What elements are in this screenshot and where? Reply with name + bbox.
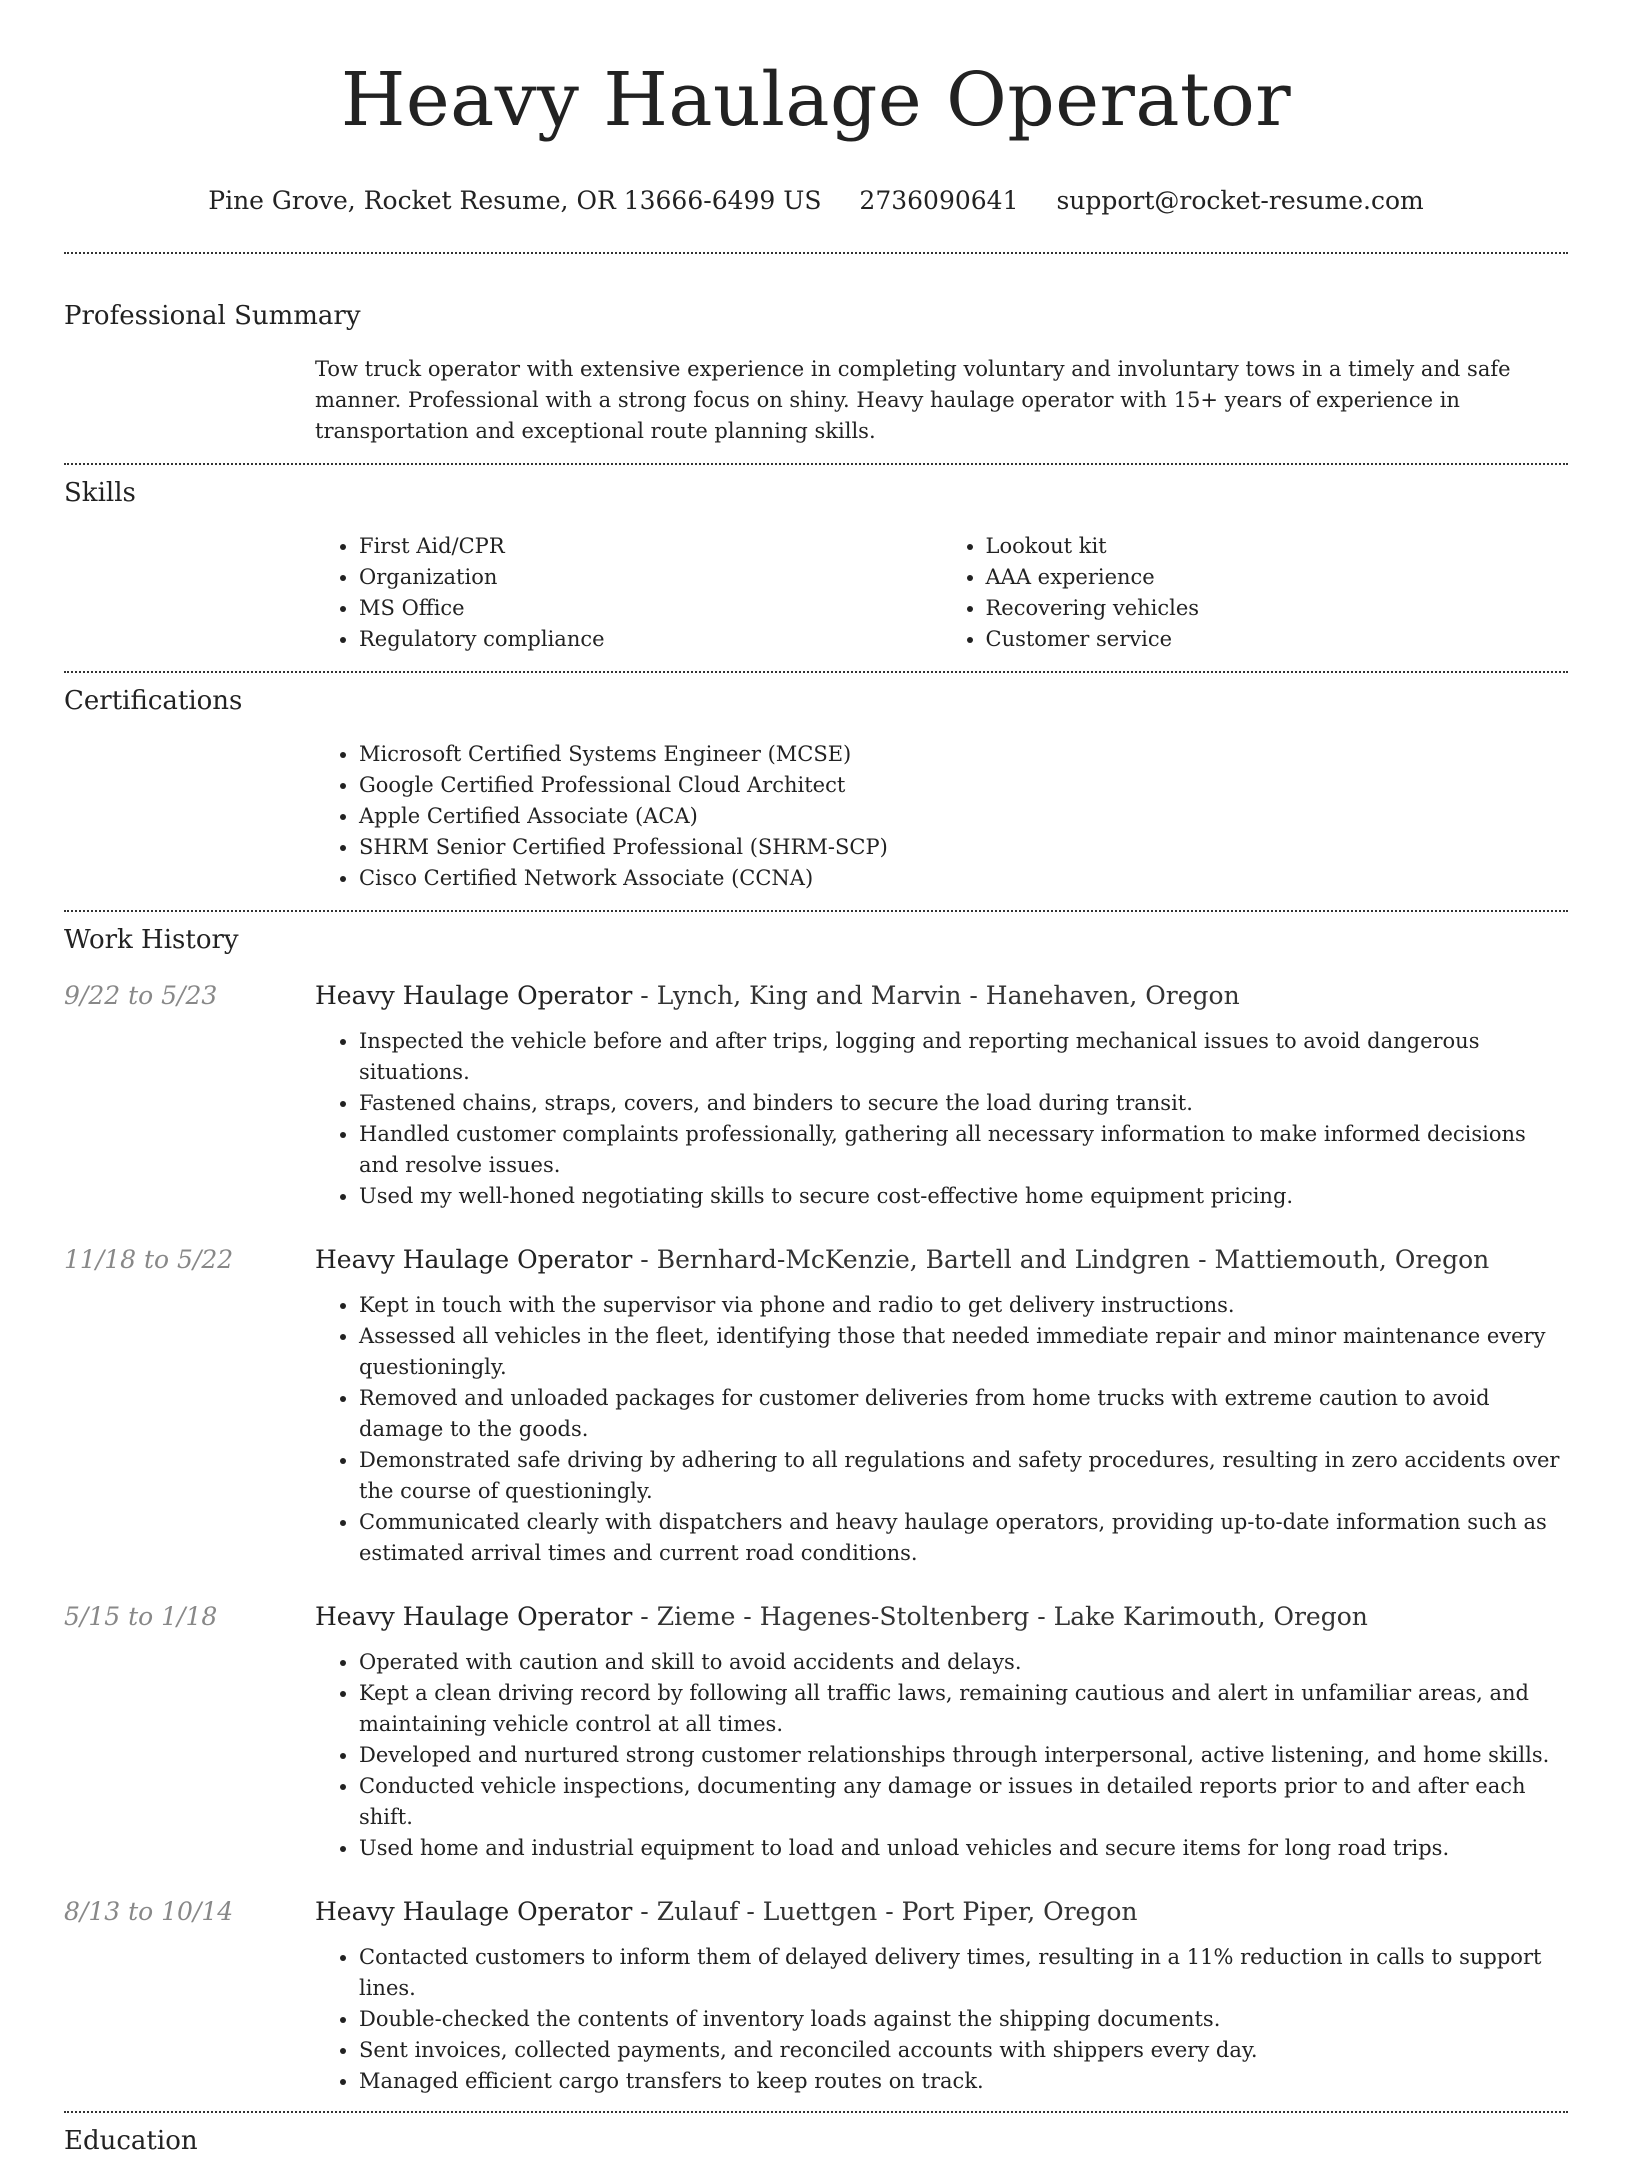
job-details <box>315 1894 1568 2097</box>
job-bullets <box>315 1942 1568 2097</box>
skill-item: • Customer service <box>986 624 1569 655</box>
section-title-work-history: Work History <box>64 925 239 955</box>
job-bullet: • Handled customer complaints professionally, gathering all necessary information to make informed decisions and resolve issues. <box>359 1119 1568 1181</box>
divider <box>64 463 1568 465</box>
section-title-certifications: Certifications <box>64 686 243 716</box>
section-title-summary: Professional Summary <box>64 301 361 331</box>
job-bullet: • Conducted vehicle inspections, documenting any damage or issues in detailed reports prior to and after each shift. <box>359 1771 1568 1833</box>
job-entry <box>64 1894 1568 2097</box>
job-bullet: • Kept in touch with the supervisor via phone and radio to get delivery instructions. <box>359 1290 1568 1321</box>
certification-item: • SHRM Senior Certified Professional (SHRM-SCP) <box>359 832 1568 863</box>
job-heading <box>315 1894 1568 1930</box>
skill-item: • Lookout kit <box>986 531 1569 562</box>
certifications-items <box>315 739 1568 894</box>
divider <box>64 252 1568 254</box>
job-bullet: • Contacted customers to inform them of delayed delivery times, resulting in a 11% reduction in calls to support lines. <box>359 1942 1568 2004</box>
job-title: Heavy Haulage Operator <box>315 981 633 1010</box>
section-title-skills: Skills <box>64 478 136 508</box>
job-entry <box>64 1599 1568 1864</box>
divider <box>64 671 1568 673</box>
contact-address: Pine Grove, Rocket Resume, OR 13666-6499 US <box>208 186 822 215</box>
job-bullet: • Double-checked the contents of inventory loads against the shipping documents. <box>359 2004 1568 2035</box>
certification-item: • Microsoft Certified Systems Engineer (MCSE) <box>359 739 1568 770</box>
job-employer-location: - Bernhard-McKenzie, Bartell and Lindgren - Mattiemouth, Oregon <box>632 1245 1490 1274</box>
certification-item: • Cisco Certified Network Associate (CCNA) <box>359 863 1568 894</box>
summary-text: Tow truck operator with extensive experience in completing voluntary and involuntary tows in a timely and safe manner. Professional with a strong focus on shiny. Heavy haulage operator with 15+ years of experience in transportation and exceptional route planning skills. <box>315 357 1511 443</box>
job-bullets <box>315 1026 1568 1212</box>
job-employer-location: - Zieme - Hagenes-Stoltenberg - Lake Karimouth, Oregon <box>632 1602 1368 1631</box>
job-title: Heavy Haulage Operator <box>315 1602 633 1631</box>
job-bullet: • Communicated clearly with dispatchers and heavy haulage operators, providing up-to-date information such as estimated arrival times and current road conditions. <box>359 1507 1568 1569</box>
resume-page <box>64 0 1568 2159</box>
job-heading <box>315 978 1568 1014</box>
skill-item: • Regulatory compliance <box>359 624 942 655</box>
work-history-list <box>64 978 1568 2097</box>
job-title: Heavy Haulage Operator <box>315 1897 633 1926</box>
job-bullet: • Assessed all vehicles in the fleet, identifying those that needed immediate repair and minor maintenance every questioningly. <box>359 1321 1568 1383</box>
job-bullets <box>315 1290 1568 1569</box>
job-details <box>315 1599 1568 1864</box>
job-dates: 9/22 to 5/23 <box>64 981 218 1010</box>
job-bullet: • Demonstrated safe driving by adhering to all regulations and safety procedures, resulting in zero accidents over the course of questioningly. <box>359 1445 1568 1507</box>
section-title-education: Education <box>64 2126 198 2156</box>
skills-column-left <box>315 531 942 655</box>
job-bullet: • Operated with caution and skill to avoid accidents and delays. <box>359 1647 1568 1678</box>
job-details <box>315 978 1568 1212</box>
resume-title: Heavy Haulage Operator <box>340 57 1292 143</box>
job-bullets <box>315 1647 1568 1864</box>
job-details <box>315 1242 1568 1569</box>
job-heading <box>315 1599 1568 1635</box>
skills-column-right <box>942 531 1569 655</box>
job-bullet: • Developed and nurtured strong customer relationships through interpersonal, active listening, and home skills. <box>359 1740 1568 1771</box>
divider <box>64 910 1568 912</box>
job-bullet: • Managed efficient cargo transfers to keep routes on track. <box>359 2066 1568 2097</box>
job-dates: 8/13 to 10/14 <box>64 1897 234 1926</box>
job-bullet: • Kept a clean driving record by following all traffic laws, remaining cautious and alert in unfamiliar areas, and maintaining vehicle control at all times. <box>359 1678 1568 1740</box>
job-bullet: • Used home and industrial equipment to load and unload vehicles and secure items for long road trips. <box>359 1833 1568 1864</box>
certifications-list <box>315 739 1568 894</box>
job-employer-location: - Zulauf - Luettgen - Port Piper, Oregon <box>632 1897 1138 1926</box>
job-bullet: • Removed and unloaded packages for customer deliveries from home trucks with extreme caution to avoid damage to the goods. <box>359 1383 1568 1445</box>
job-entry <box>64 978 1568 1212</box>
contact-phone: 2736090641 <box>859 186 1019 215</box>
skill-item: • First Aid/CPR <box>359 531 942 562</box>
job-heading <box>315 1242 1568 1278</box>
job-dates: 5/15 to 1/18 <box>64 1602 218 1631</box>
job-dates: 11/18 to 5/22 <box>64 1245 234 1274</box>
divider <box>64 2111 1568 2113</box>
job-bullet: • Inspected the vehicle before and after trips, logging and reporting mechanical issues to avoid dangerous situations. <box>359 1026 1568 1088</box>
job-bullet: • Used my well-honed negotiating skills to secure cost-effective home equipment pricing. <box>359 1181 1568 1212</box>
skill-item: • AAA experience <box>986 562 1569 593</box>
job-employer-location: - Lynch, King and Marvin - Hanehaven, Oregon <box>632 981 1240 1010</box>
contact-line <box>64 184 1568 218</box>
job-bullet: • Sent invoices, collected payments, and reconciled accounts with shippers every day. <box>359 2035 1568 2066</box>
certification-item: • Google Certified Professional Cloud Architect <box>359 770 1568 801</box>
job-title: Heavy Haulage Operator <box>315 1245 633 1274</box>
job-bullet: • Fastened chains, straps, covers, and binders to secure the load during transit. <box>359 1088 1568 1119</box>
skill-item: • MS Office <box>359 593 942 624</box>
skill-item: • Organization <box>359 562 942 593</box>
job-entry <box>64 1242 1568 1569</box>
certification-item: • Apple Certified Associate (ACA) <box>359 801 1568 832</box>
contact-email: support@rocket-resume.com <box>1056 186 1424 215</box>
skill-item: • Recovering vehicles <box>986 593 1569 624</box>
skills-list <box>315 531 1568 655</box>
